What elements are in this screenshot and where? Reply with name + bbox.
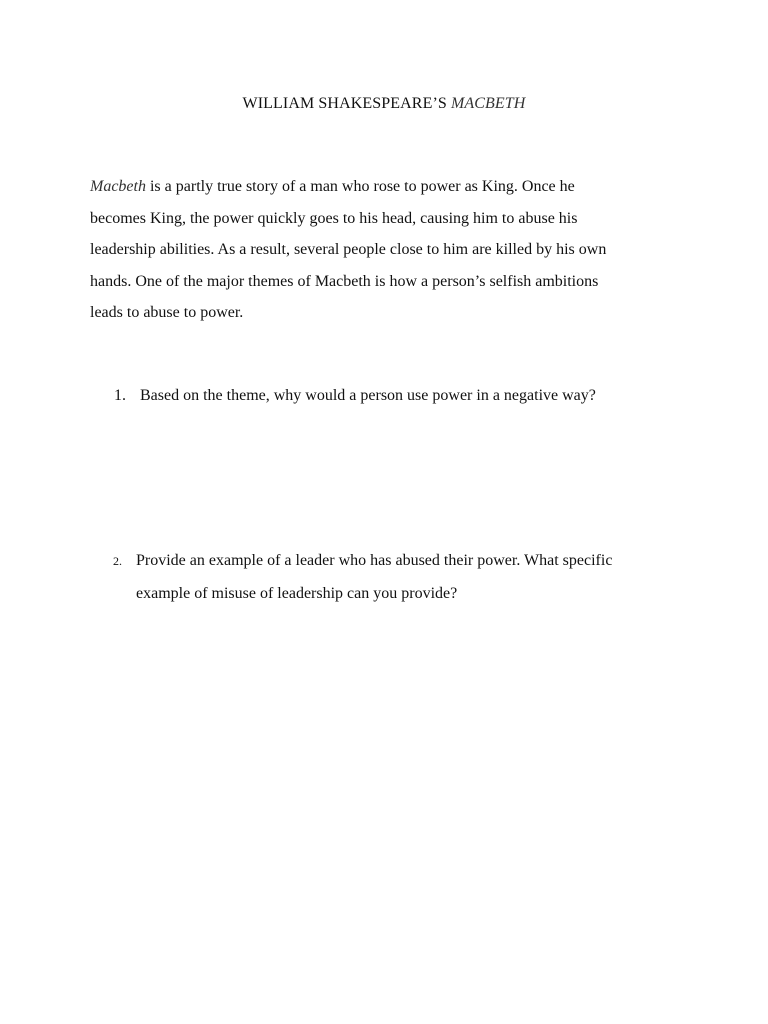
question-1 bbox=[114, 380, 596, 411]
question-line bbox=[113, 578, 612, 610]
question-number: 2. bbox=[113, 554, 122, 568]
intro-line: leadership abilities. As a result, several people close to him are killed by his own bbox=[90, 241, 607, 258]
question-number: 1. bbox=[114, 387, 126, 404]
question-line bbox=[113, 545, 612, 578]
title-emphasis: MACBETH bbox=[450, 95, 526, 112]
question-text: Based on the theme, why would a person use power in a negative way? bbox=[140, 387, 596, 404]
intro-line-text: is a partly true story of a man who rose to power as King. Once he bbox=[145, 178, 575, 195]
document-title bbox=[0, 93, 768, 115]
intro-paragraph bbox=[90, 171, 690, 329]
intro-emphasis: Macbeth bbox=[90, 178, 146, 195]
question-text: Provide an example of a leader who has abused their power. What specific bbox=[136, 552, 613, 569]
intro-line bbox=[90, 171, 690, 203]
question-text: example of misuse of leadership can you provide? bbox=[136, 584, 458, 602]
intro-line: becomes King, the power quickly goes to his head, causing him to abuse his bbox=[90, 209, 578, 227]
intro-line: hands. One of the major themes of Macbeth is how a person’s selfish ambitions bbox=[90, 272, 599, 290]
question-line bbox=[114, 380, 596, 411]
intro-line: leads to abuse to power. bbox=[90, 304, 244, 321]
question-2 bbox=[113, 545, 612, 609]
title-prefix: WILLIAM SHAKESPEARE’S bbox=[242, 95, 451, 112]
